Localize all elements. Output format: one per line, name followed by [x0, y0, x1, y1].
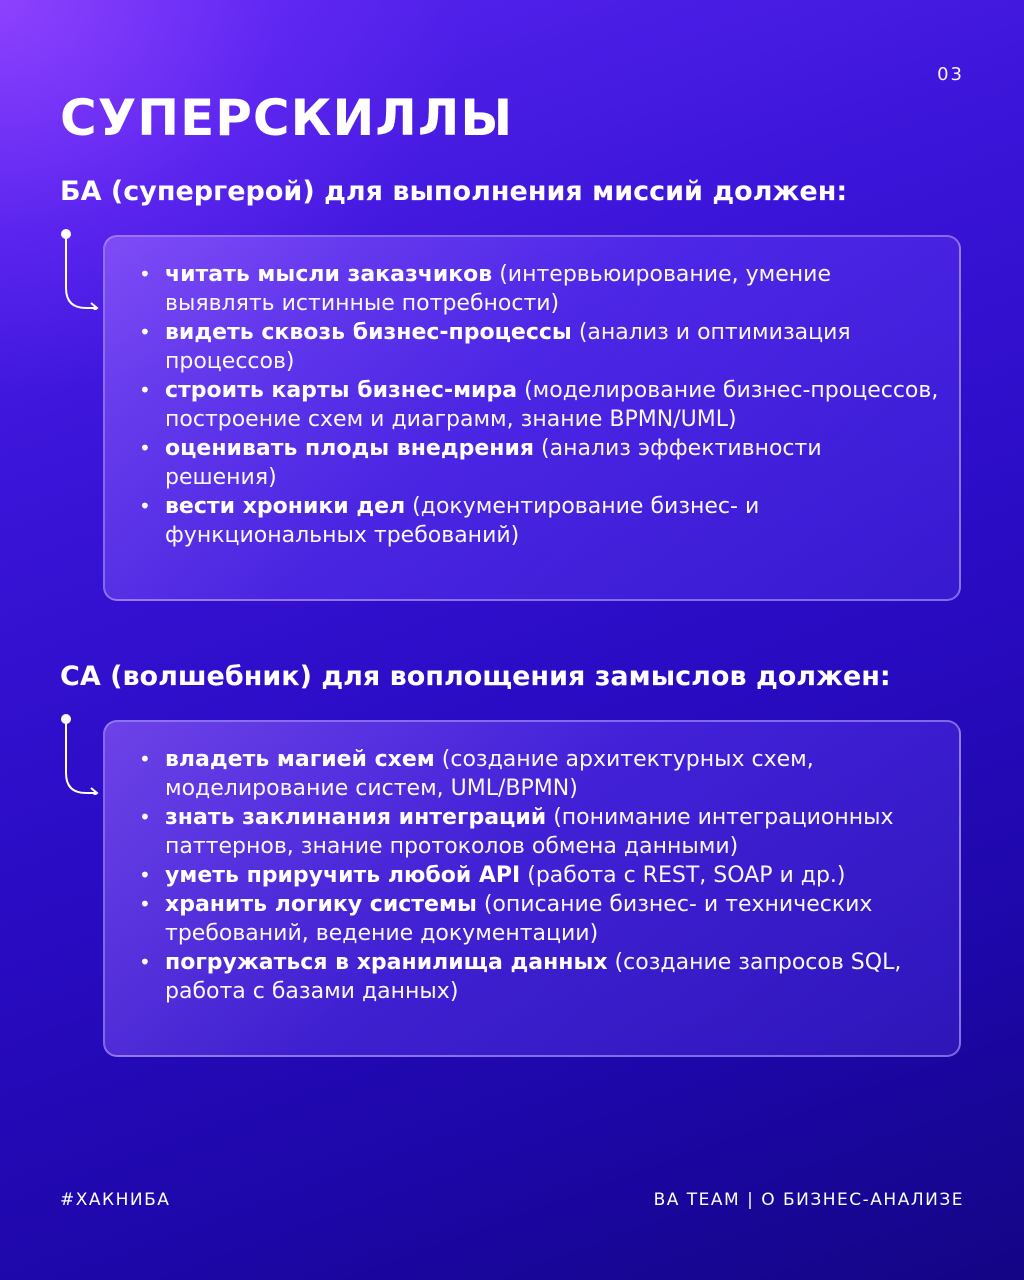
- list-item: [137, 318, 939, 376]
- list-item: [137, 492, 939, 550]
- skills-list-sa: [137, 745, 939, 1006]
- skill-description: (создание запросов SQL, работа с базами данных): [165, 950, 902, 1004]
- skill-description: (анализ эффективности решения): [165, 436, 822, 490]
- footer-hashtag: #ХАКНИБА: [60, 1190, 171, 1210]
- skill-name: погружаться в хранилища данных: [165, 950, 608, 975]
- skill-name: хранить логику системы: [165, 892, 477, 917]
- footer-brand: BA TEAM | О БИЗНЕС-АНАЛИЗЕ: [653, 1190, 964, 1210]
- list-item: [137, 260, 939, 318]
- skill-name: вести хроники дел: [165, 494, 406, 519]
- curved-arrow-icon: [58, 226, 102, 310]
- skills-card-ba: [103, 235, 961, 601]
- skill-name: уметь приручить любой API: [165, 863, 521, 888]
- list-item: [137, 948, 939, 1006]
- skill-name: читать мысли заказчиков: [165, 262, 493, 287]
- list-item: [137, 434, 939, 492]
- list-item: [137, 376, 939, 434]
- skill-description: (описание бизнес- и технических требований, ведение документации): [165, 892, 873, 946]
- list-item: [137, 745, 939, 803]
- skill-name: владеть магией схем: [165, 747, 435, 772]
- page-number: 03: [937, 64, 964, 85]
- curved-arrow-icon: [58, 711, 102, 795]
- skill-description: (работа с REST, SOAP и др.): [520, 863, 846, 888]
- list-item: [137, 803, 939, 861]
- skill-name: знать заклинания интеграций: [165, 805, 547, 830]
- skill-description: (моделирование бизнес-процессов, построение схем и диаграмм, знание BPMN/UML): [165, 378, 939, 432]
- list-item: [137, 861, 939, 890]
- skill-description: (интервьюирование, умение выявлять истинные потребности): [165, 262, 831, 316]
- page-title: СУПЕРСКИЛЛЫ: [60, 89, 514, 147]
- section-heading-sa: СА (волшебник) для воплощения замыслов должен:: [60, 661, 891, 692]
- skill-name: видеть сквозь бизнес-процессы: [165, 320, 572, 345]
- skill-description: (создание архитектурных схем, моделирование систем, UML/BPMN): [165, 747, 814, 801]
- list-item: [137, 890, 939, 948]
- skills-list-ba: [137, 260, 939, 550]
- section-heading-ba: БА (супергерой) для выполнения миссий должен:: [60, 176, 848, 207]
- skill-name: оценивать плоды внедрения: [165, 436, 535, 461]
- skills-card-sa: [103, 720, 961, 1057]
- skill-description: (документирование бизнес- и функциональных требований): [165, 494, 760, 548]
- skill-description: (понимание интеграционных паттернов, знание протоколов обмена данными): [165, 805, 894, 859]
- skill-name: строить карты бизнес-мира: [165, 378, 518, 403]
- skill-description: (анализ и оптимизация процессов): [165, 320, 851, 374]
